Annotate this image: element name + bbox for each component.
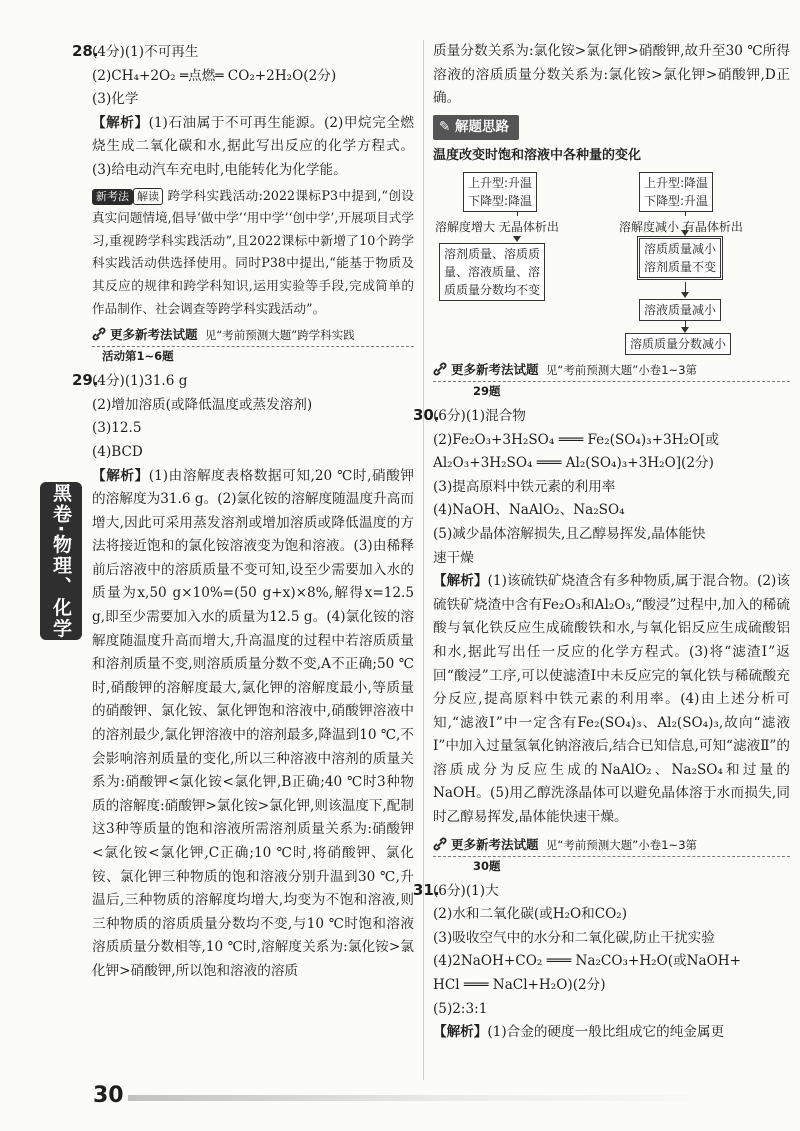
question-number: 28.: [72, 42, 99, 60]
diagram-title: 温度改变时饱和溶液中各种量的变化: [433, 148, 642, 164]
answer-line: Al₂O₃+3H₂SO₄ ═══ Al₂(SO₄)₃+3H₂O](2分): [433, 455, 714, 472]
solubility-diagram: [433, 170, 790, 355]
analysis-paragraph: [433, 570, 790, 830]
diagram-box-fall-type: 上升型:降温 下降型:升温: [639, 172, 713, 212]
arrow-icon: [513, 236, 521, 242]
analysis-paragraph: [92, 465, 414, 984]
more-rest: 见“考前预测大题”小卷1~3第: [545, 362, 698, 377]
more-lead: 更多新考法试题: [110, 327, 198, 343]
more-sub: 30题: [433, 856, 790, 875]
answer-line: (5)2:3:1: [433, 1000, 488, 1017]
diagram-label-left: 溶解度增大 无晶体析出: [435, 216, 559, 240]
bottom-decorative-rule: [128, 1095, 688, 1101]
answer-line: HCl ═══ NaCl+H₂O)(2分): [433, 977, 606, 994]
side-tab-label: 黑卷·物理、化学: [40, 482, 82, 640]
answer-line: (3)化学: [92, 91, 139, 108]
more-rest: 见“考前预测大题”跨学科实践: [204, 328, 355, 343]
diagram-box-decrease: 溶质质量减小 溶剂质量不变: [637, 236, 723, 280]
answer-line: (5)减少晶体溶解损失,且乙醇易挥发,晶体能快: [433, 525, 706, 542]
analysis-text: (1)该硫铁矿烧渣含有多种物质,属于混合物。(2)该硫铁矿烧渣中含有Fe₂O₃和Al₂O₃,“酸浸”过程中,加入的稀硫酸与氧化铁反应生成硫酸铁和水,与氧化铝反应生成硫酸铝和水,据此写出任一反应的化学方程式。(3)将“滤渣Ⅰ”返回“酸浸”工序,可以使滤渣Ⅰ中未反应完的氧化铁与稀硫酸充分反应,提高原料中铁元素的利用率。(4)由上述分析可知,“滤液Ⅰ”中一定含有Fe₂(SO₄)₃、Al₂(SO₄)₃,故向“滤液Ⅰ”中加入过量氢氧化钠溶液后,结合已知信息,可知“滤液Ⅱ”的溶质成分为反应生成的NaAlO₂、Na₂SO₄和过量的NaOH。(5)用乙醇洗涤晶体可以避免晶体溶于水而损失,同时乙醇易挥发,晶体能快速干燥。: [433, 573, 790, 826]
more-questions-link[interactable]: [433, 836, 790, 875]
pencil-icon: ✎: [439, 118, 451, 135]
question-29: [72, 369, 414, 983]
question-number: 30.: [413, 405, 440, 424]
right-column: [413, 40, 790, 1045]
more-sub: 活动第1~6题: [92, 346, 414, 365]
answer-line: (4)NaOH、NaAlO₂、Na₂SO₄: [433, 502, 625, 519]
diagram-box-rise-type: 上升型:升温 下降型:降温: [463, 172, 537, 212]
new-exam-badge: 新考法: [92, 189, 133, 205]
question-number: 29.: [72, 371, 99, 390]
diagram-label-right: 溶解度减小 有晶体析出: [619, 216, 743, 240]
solution-thinking-label: [433, 115, 519, 141]
answer-line: 速干燥: [433, 549, 474, 566]
answer-line: (2)CH₄+2O₂ ═点燃═ CO₂+2H₂O(2分): [92, 67, 337, 84]
answer-line: (6分)(1)混合物: [433, 407, 526, 424]
analysis-tag: 【解析】: [433, 573, 488, 590]
diagram-box-mass-fraction: 溶质质量分数减小: [625, 333, 731, 355]
more-lead: 更多新考法试题: [451, 361, 539, 377]
analysis-text: (1)合金的硬度一般比组成它的纯金属更: [487, 1024, 725, 1041]
page-number: 30: [93, 1083, 124, 1108]
question-30: [413, 404, 790, 875]
more-rest: 见“考前预测大题”小卷1~3第: [545, 837, 698, 852]
analysis-tag: 【解析】: [433, 1024, 488, 1041]
answer-line: (4分)(1)31.6 g: [92, 373, 188, 390]
link-icon: [92, 327, 106, 341]
answer-line: (2)Fe₂O₃+3H₂SO₄ ═══ Fe₂(SO₄)₃+3H₂O[或: [433, 431, 720, 448]
analysis-text: (1)由溶解度表格数据可知,20 ℃时,硝酸钾的溶解度为31.6 g。(2)氯化铵的溶解度随温度升高而增大,因此可采用蒸发溶剂或增加溶质或降低温度的方法将接近饱和的氯化铵溶液变为饱和溶液。(3)由稀释前后溶液中的溶质质量不变可知,设至少需要加入水的质量为x,50 g×10%=(50 g+x)×8%,解得x=12.5 g,即至少需要加入水的质量为12.5 g。(4)氯化铵的溶解度随温度升高而增大,升高温度的过程中若溶质质量和溶剂质量不变,则溶质质量分数不变,A不正确;50 ℃时,硝酸钾的溶解度最大,氯化钾的溶解度最小,等质量的硝酸钾、氯化铵、氯化钾饱和溶液中,硝酸钾溶液中的溶剂最少,氯化钾溶液中的溶剂最多,降温到10 ℃,不会影响溶剂质量的变化,所以三种溶液中溶剂的质量关系为:硝酸钾<氯化铵<氯化钾,B正确;40 ℃时3种物质的溶解度:硝酸钾>氯化铵>氯化钾,则该温度下,配制这3种等质量的饱和溶液所需溶剂质量关系为:硝酸钾<氯化铵<氯化钾,C正确;10 ℃时,将硝酸钾、氯化铵、氯化钾三种物质的饱和溶液分别升温到30 ℃,升温后,三种物质的溶解度均增大,均变为不饱和溶液,则三种物质的溶质质量分数均不变,与10 ℃时饱和溶液溶质质量分数相等,10 ℃时,溶解度关系为:氯化铵>氯化钾>硝酸钾,所以饱和溶液的溶质: [92, 467, 414, 979]
link-icon: [433, 837, 447, 851]
analysis-tag: 【解析】: [92, 467, 149, 484]
analysis-text: (1)石油属于不可再生能源。(2)甲烷完全燃烧生成二氧化碳和水,据此写出反应的化学方程式。(3)给电动汽车充电时,电能转化为化学能。: [92, 114, 415, 178]
answer-line: (4分)(1)不可再生: [92, 44, 199, 60]
answer-line: (2)增加溶质(或降低温度或蒸发溶剂): [92, 396, 313, 413]
answer-line: (4)2NaOH+CO₂ ═══ Na₂CO₃+H₂O(或NaOH+: [433, 953, 742, 970]
analysis-paragraph: [433, 1021, 790, 1045]
more-questions-link[interactable]: [433, 361, 790, 400]
analysis-tag: 【解析】: [92, 114, 149, 131]
diagram-box-solution-mass: 溶液质量减小: [639, 299, 721, 321]
new-exam-text: 跨学科实践活动:2022课标P3中提到,“创设真实问题情境,倡导‘做中学’‘用中学’‘创中学’,开展项目式学习,重视跨学科实践活动”,且2022课标中新增了10个跨学科实践活动供选择使用。同时P38中提出,“能基于物质及其反应的规律和跨学科知识,运用实验等手段,完成简单的作品制作、社会调查等跨学科实践活动”。: [92, 187, 414, 316]
link-icon: [433, 362, 447, 376]
left-column: [72, 40, 415, 984]
analysis-paragraph: [92, 112, 414, 183]
arrow-icon: [681, 292, 689, 298]
answer-line: (3)12.5: [92, 420, 142, 437]
answer-line: (4)BCD: [92, 443, 143, 460]
more-sub: 29题: [433, 381, 790, 400]
question-31: [413, 879, 790, 1045]
diagram-box-unchanged: 溶剂质量、溶质质 量、溶液质量、溶 质质量分数均不变: [439, 243, 545, 301]
answer-line: (2)水和二氧化碳(或H₂O和CO₂): [433, 906, 628, 923]
continued-text: 质量分数关系为:氯化铵>氯化钾>硝酸钾,故升至30 ℃所得溶液的溶质质量分数关系为:氯化铵>氯化钾>硝酸钾,D正确。: [433, 43, 790, 107]
question-number: 31.: [413, 880, 440, 899]
more-lead: 更多新考法试题: [451, 836, 539, 852]
answer-line: (6分)(1)大: [433, 882, 499, 899]
more-questions-link[interactable]: [92, 326, 414, 365]
answer-line: (3)吸收空气中的水分和二氧化碳,防止干扰实验: [433, 929, 715, 946]
new-exam-note: [92, 185, 414, 321]
interpretation-badge: 解读: [133, 188, 163, 205]
solution-thinking-text: 解题思路: [455, 118, 510, 135]
question-28: [72, 40, 415, 365]
answer-line: (3)提高原料中铁元素的利用率: [433, 478, 616, 495]
column-divider: [423, 40, 424, 1080]
